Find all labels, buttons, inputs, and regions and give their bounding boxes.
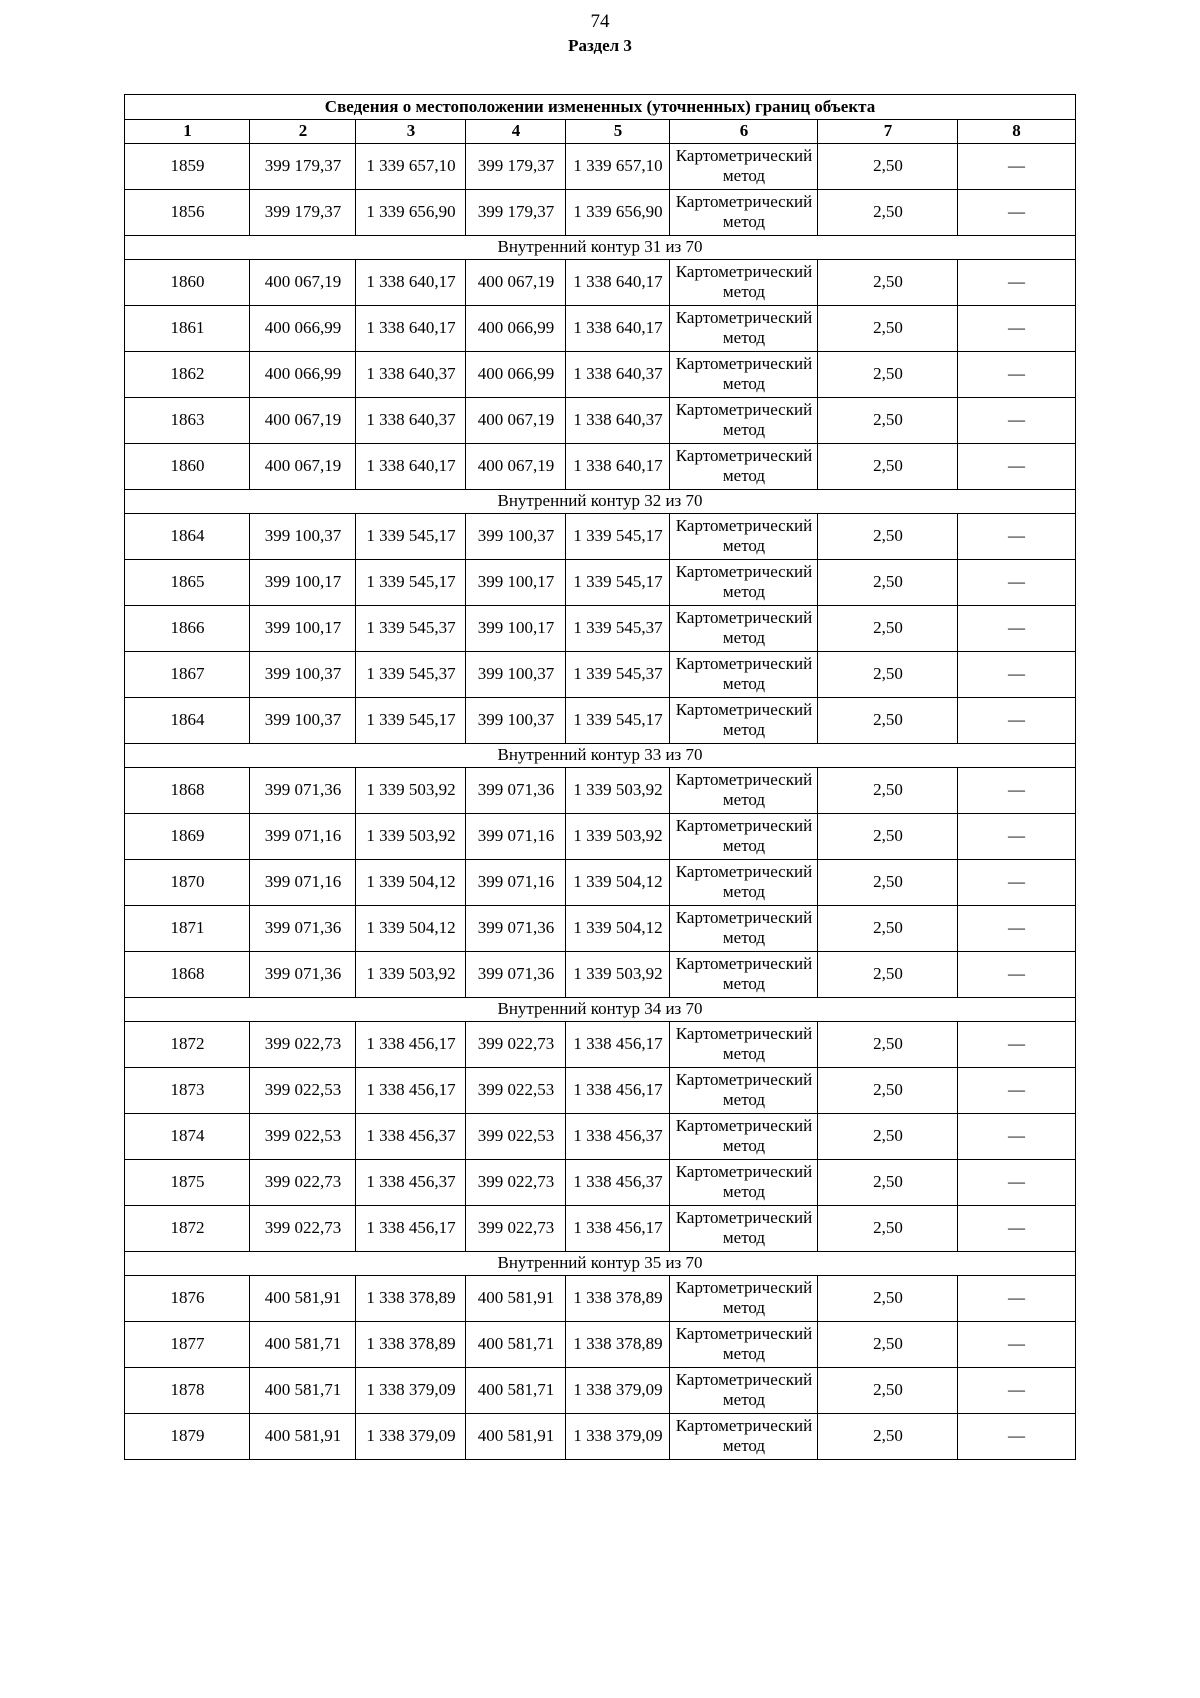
clarified-y-cell: 1 338 640,17 [566, 259, 670, 305]
note-cell: — [958, 259, 1075, 305]
existing-y-cell: 1 338 378,89 [356, 1321, 466, 1367]
contour-section-label: Внутренний контур 33 из 70 [125, 743, 1075, 767]
contour-section-label: Внутренний контур 31 из 70 [125, 235, 1075, 259]
clarified-y-cell: 1 338 456,37 [566, 1159, 670, 1205]
clarified-y-cell: 1 338 640,17 [566, 443, 670, 489]
column-numbers-row [125, 120, 1075, 143]
existing-x-cell: 400 067,19 [250, 259, 356, 305]
existing-x-cell: 400 581,71 [250, 1321, 356, 1367]
existing-y-cell: 1 339 503,92 [356, 951, 466, 997]
clarified-x-cell: 399 071,36 [466, 767, 566, 813]
note-cell: — [958, 1205, 1075, 1251]
clarified-y-cell: 1 339 545,37 [566, 605, 670, 651]
clarified-y-cell: 1 338 640,37 [566, 351, 670, 397]
existing-x-cell: 400 581,71 [250, 1367, 356, 1413]
existing-x-cell: 399 071,16 [250, 859, 356, 905]
note-cell: — [958, 813, 1075, 859]
clarified-x-cell: 399 022,53 [466, 1113, 566, 1159]
clarified-y-cell: 1 338 456,17 [566, 1205, 670, 1251]
existing-x-cell: 399 022,73 [250, 1205, 356, 1251]
clarified-x-cell: 400 067,19 [466, 259, 566, 305]
note-cell: — [958, 351, 1075, 397]
point-number-cell: 1863 [125, 397, 250, 443]
existing-y-cell: 1 339 657,10 [356, 143, 466, 189]
method-cell: Картометрический метод [670, 1021, 818, 1067]
clarified-y-cell: 1 339 656,90 [566, 189, 670, 235]
note-cell: — [958, 559, 1075, 605]
table-row [125, 1159, 1075, 1205]
clarified-x-cell: 399 100,17 [466, 605, 566, 651]
method-cell: Картометрический метод [670, 697, 818, 743]
method-cell: Картометрический метод [670, 1321, 818, 1367]
clarified-x-cell: 399 022,73 [466, 1205, 566, 1251]
clarified-y-cell: 1 338 378,89 [566, 1275, 670, 1321]
clarified-y-cell: 1 339 545,17 [566, 697, 670, 743]
table-row [125, 513, 1075, 559]
note-cell: — [958, 443, 1075, 489]
note-cell: — [958, 397, 1075, 443]
table-row [125, 1367, 1075, 1413]
precision-cell: 2,50 [818, 351, 958, 397]
point-number-cell: 1878 [125, 1367, 250, 1413]
note-cell: — [958, 951, 1075, 997]
table-row [125, 351, 1075, 397]
method-cell: Картометрический метод [670, 1067, 818, 1113]
clarified-x-cell: 400 066,99 [466, 305, 566, 351]
clarified-x-cell: 399 071,36 [466, 951, 566, 997]
existing-y-cell: 1 338 379,09 [356, 1367, 466, 1413]
existing-y-cell: 1 339 545,17 [356, 697, 466, 743]
precision-cell: 2,50 [818, 859, 958, 905]
clarified-x-cell: 399 100,37 [466, 697, 566, 743]
table-row [125, 651, 1075, 697]
clarified-y-cell: 1 338 456,37 [566, 1113, 670, 1159]
contour-section-row [125, 743, 1075, 767]
note-cell: — [958, 651, 1075, 697]
clarified-y-cell: 1 338 379,09 [566, 1413, 670, 1459]
method-cell: Картометрический метод [670, 813, 818, 859]
point-number-cell: 1870 [125, 859, 250, 905]
clarified-y-cell: 1 339 504,12 [566, 859, 670, 905]
method-cell: Картометрический метод [670, 189, 818, 235]
column-number-8: 8 [958, 120, 1075, 143]
method-cell: Картометрический метод [670, 1275, 818, 1321]
existing-y-cell: 1 338 640,37 [356, 397, 466, 443]
note-cell: — [958, 767, 1075, 813]
changed-boundaries-table [124, 94, 1075, 1459]
existing-y-cell: 1 339 545,17 [356, 559, 466, 605]
existing-y-cell: 1 339 503,92 [356, 767, 466, 813]
table-row [125, 259, 1075, 305]
column-number-7: 7 [818, 120, 958, 143]
existing-y-cell: 1 338 456,37 [356, 1159, 466, 1205]
contour-section-row [125, 997, 1075, 1021]
clarified-x-cell: 399 022,53 [466, 1067, 566, 1113]
existing-x-cell: 399 179,37 [250, 189, 356, 235]
existing-y-cell: 1 339 504,12 [356, 905, 466, 951]
note-cell: — [958, 513, 1075, 559]
clarified-x-cell: 399 071,36 [466, 905, 566, 951]
clarified-x-cell: 400 067,19 [466, 397, 566, 443]
note-cell: — [958, 905, 1075, 951]
note-cell: — [958, 859, 1075, 905]
clarified-x-cell: 399 022,73 [466, 1021, 566, 1067]
precision-cell: 2,50 [818, 443, 958, 489]
existing-x-cell: 400 066,99 [250, 305, 356, 351]
column-number-6: 6 [670, 120, 818, 143]
clarified-y-cell: 1 339 545,17 [566, 513, 670, 559]
method-cell: Картометрический метод [670, 1113, 818, 1159]
existing-y-cell: 1 338 378,89 [356, 1275, 466, 1321]
existing-x-cell: 399 022,53 [250, 1113, 356, 1159]
clarified-x-cell: 400 581,71 [466, 1321, 566, 1367]
clarified-y-cell: 1 338 456,17 [566, 1067, 670, 1113]
contour-section-label: Внутренний контур 35 из 70 [125, 1251, 1075, 1275]
existing-y-cell: 1 338 640,17 [356, 305, 466, 351]
precision-cell: 2,50 [818, 1021, 958, 1067]
method-cell: Картометрический метод [670, 1159, 818, 1205]
clarified-x-cell: 399 179,37 [466, 143, 566, 189]
note-cell: — [958, 1275, 1075, 1321]
existing-y-cell: 1 338 640,37 [356, 351, 466, 397]
precision-cell: 2,50 [818, 905, 958, 951]
note-cell: — [958, 1413, 1075, 1459]
clarified-y-cell: 1 339 503,92 [566, 767, 670, 813]
point-number-cell: 1873 [125, 1067, 250, 1113]
existing-x-cell: 399 100,17 [250, 559, 356, 605]
clarified-x-cell: 400 581,91 [466, 1275, 566, 1321]
existing-y-cell: 1 339 656,90 [356, 189, 466, 235]
clarified-y-cell: 1 338 379,09 [566, 1367, 670, 1413]
table-row [125, 443, 1075, 489]
table-row [125, 559, 1075, 605]
point-number-cell: 1875 [125, 1159, 250, 1205]
clarified-y-cell: 1 338 456,17 [566, 1021, 670, 1067]
point-number-cell: 1868 [125, 767, 250, 813]
method-cell: Картометрический метод [670, 1413, 818, 1459]
table-row [125, 1205, 1075, 1251]
table-row [125, 189, 1075, 235]
point-number-cell: 1872 [125, 1021, 250, 1067]
method-cell: Картометрический метод [670, 259, 818, 305]
table-row [125, 1067, 1075, 1113]
clarified-y-cell: 1 339 545,37 [566, 651, 670, 697]
table-row [125, 813, 1075, 859]
contour-section-label: Внутренний контур 32 из 70 [125, 489, 1075, 513]
precision-cell: 2,50 [818, 1413, 958, 1459]
method-cell: Картометрический метод [670, 443, 818, 489]
precision-cell: 2,50 [818, 513, 958, 559]
clarified-x-cell: 399 022,73 [466, 1159, 566, 1205]
precision-cell: 2,50 [818, 189, 958, 235]
precision-cell: 2,50 [818, 1367, 958, 1413]
existing-x-cell: 399 100,37 [250, 651, 356, 697]
method-cell: Картометрический метод [670, 143, 818, 189]
clarified-y-cell: 1 339 503,92 [566, 951, 670, 997]
contour-section-row [125, 235, 1075, 259]
method-cell: Картометрический метод [670, 605, 818, 651]
existing-x-cell: 399 071,36 [250, 905, 356, 951]
precision-cell: 2,50 [818, 1113, 958, 1159]
method-cell: Картометрический метод [670, 513, 818, 559]
clarified-y-cell: 1 339 503,92 [566, 813, 670, 859]
existing-y-cell: 1 338 456,37 [356, 1113, 466, 1159]
clarified-x-cell: 399 071,16 [466, 859, 566, 905]
column-number-3: 3 [356, 120, 466, 143]
point-number-cell: 1860 [125, 259, 250, 305]
point-number-cell: 1856 [125, 189, 250, 235]
existing-x-cell: 399 100,17 [250, 605, 356, 651]
contour-section-label: Внутренний контур 34 из 70 [125, 997, 1075, 1021]
existing-y-cell: 1 339 503,92 [356, 813, 466, 859]
note-cell: — [958, 305, 1075, 351]
clarified-y-cell: 1 339 504,12 [566, 905, 670, 951]
existing-x-cell: 399 022,53 [250, 1067, 356, 1113]
point-number-cell: 1867 [125, 651, 250, 697]
point-number-cell: 1865 [125, 559, 250, 605]
clarified-y-cell: 1 338 640,17 [566, 305, 670, 351]
existing-x-cell: 399 071,16 [250, 813, 356, 859]
precision-cell: 2,50 [818, 605, 958, 651]
clarified-x-cell: 399 100,37 [466, 513, 566, 559]
point-number-cell: 1869 [125, 813, 250, 859]
note-cell: — [958, 697, 1075, 743]
point-number-cell: 1864 [125, 513, 250, 559]
method-cell: Картометрический метод [670, 951, 818, 997]
section-heading: Раздел 3 [568, 35, 632, 55]
point-number-cell: 1879 [125, 1413, 250, 1459]
contour-section-row [125, 489, 1075, 513]
method-cell: Картометрический метод [670, 651, 818, 697]
note-cell: — [958, 1159, 1075, 1205]
existing-y-cell: 1 338 456,17 [356, 1067, 466, 1113]
column-number-2: 2 [250, 120, 356, 143]
point-number-cell: 1866 [125, 605, 250, 651]
existing-x-cell: 399 022,73 [250, 1021, 356, 1067]
note-cell: — [958, 1113, 1075, 1159]
existing-y-cell: 1 338 456,17 [356, 1205, 466, 1251]
precision-cell: 2,50 [818, 143, 958, 189]
table-row [125, 397, 1075, 443]
point-number-cell: 1860 [125, 443, 250, 489]
existing-x-cell: 400 581,91 [250, 1413, 356, 1459]
table-title-row [125, 95, 1075, 120]
precision-cell: 2,50 [818, 305, 958, 351]
point-number-cell: 1862 [125, 351, 250, 397]
point-number-cell: 1874 [125, 1113, 250, 1159]
existing-x-cell: 400 067,19 [250, 397, 356, 443]
precision-cell: 2,50 [818, 1275, 958, 1321]
table-row [125, 1413, 1075, 1459]
existing-x-cell: 399 071,36 [250, 767, 356, 813]
precision-cell: 2,50 [818, 767, 958, 813]
table-row [125, 1321, 1075, 1367]
existing-y-cell: 1 339 545,37 [356, 605, 466, 651]
table-row [125, 305, 1075, 351]
column-number-5: 5 [566, 120, 670, 143]
existing-y-cell: 1 339 504,12 [356, 859, 466, 905]
note-cell: — [958, 143, 1075, 189]
method-cell: Картометрический метод [670, 397, 818, 443]
clarified-y-cell: 1 338 640,37 [566, 397, 670, 443]
point-number-cell: 1868 [125, 951, 250, 997]
method-cell: Картометрический метод [670, 767, 818, 813]
clarified-x-cell: 399 179,37 [466, 189, 566, 235]
method-cell: Картометрический метод [670, 1367, 818, 1413]
existing-y-cell: 1 338 456,17 [356, 1021, 466, 1067]
existing-y-cell: 1 339 545,17 [356, 513, 466, 559]
precision-cell: 2,50 [818, 259, 958, 305]
table-row [125, 1113, 1075, 1159]
precision-cell: 2,50 [818, 1321, 958, 1367]
table-row [125, 951, 1075, 997]
clarified-x-cell: 400 581,71 [466, 1367, 566, 1413]
page-number: 74 [590, 11, 610, 32]
existing-x-cell: 400 067,19 [250, 443, 356, 489]
clarified-x-cell: 399 071,16 [466, 813, 566, 859]
method-cell: Картометрический метод [670, 1205, 818, 1251]
existing-y-cell: 1 338 640,17 [356, 443, 466, 489]
existing-x-cell: 399 179,37 [250, 143, 356, 189]
point-number-cell: 1871 [125, 905, 250, 951]
clarified-y-cell: 1 339 657,10 [566, 143, 670, 189]
precision-cell: 2,50 [818, 813, 958, 859]
method-cell: Картометрический метод [670, 859, 818, 905]
existing-x-cell: 399 100,37 [250, 513, 356, 559]
table-row [125, 1021, 1075, 1067]
point-number-cell: 1872 [125, 1205, 250, 1251]
method-cell: Картометрический метод [670, 305, 818, 351]
point-number-cell: 1864 [125, 697, 250, 743]
table-row [125, 697, 1075, 743]
note-cell: — [958, 189, 1075, 235]
existing-x-cell: 399 071,36 [250, 951, 356, 997]
precision-cell: 2,50 [818, 1205, 958, 1251]
note-cell: — [958, 1067, 1075, 1113]
existing-x-cell: 400 581,91 [250, 1275, 356, 1321]
existing-x-cell: 399 022,73 [250, 1159, 356, 1205]
table-row [125, 767, 1075, 813]
clarified-y-cell: 1 338 378,89 [566, 1321, 670, 1367]
method-cell: Картометрический метод [670, 351, 818, 397]
precision-cell: 2,50 [818, 651, 958, 697]
clarified-x-cell: 399 100,37 [466, 651, 566, 697]
precision-cell: 2,50 [818, 697, 958, 743]
note-cell: — [958, 605, 1075, 651]
clarified-x-cell: 399 100,17 [466, 559, 566, 605]
note-cell: — [958, 1367, 1075, 1413]
point-number-cell: 1877 [125, 1321, 250, 1367]
clarified-y-cell: 1 339 545,17 [566, 559, 670, 605]
table-title: Сведения о местоположении измененных (уточненных) границ объекта [125, 95, 1075, 120]
existing-x-cell: 400 066,99 [250, 351, 356, 397]
method-cell: Картометрический метод [670, 559, 818, 605]
note-cell: — [958, 1321, 1075, 1367]
table-row [125, 859, 1075, 905]
table-row [125, 143, 1075, 189]
contour-section-row [125, 1251, 1075, 1275]
existing-y-cell: 1 338 379,09 [356, 1413, 466, 1459]
column-number-1: 1 [125, 120, 250, 143]
existing-x-cell: 399 100,37 [250, 697, 356, 743]
method-cell: Картометрический метод [670, 905, 818, 951]
precision-cell: 2,50 [818, 1159, 958, 1205]
table-row [125, 905, 1075, 951]
column-number-4: 4 [466, 120, 566, 143]
precision-cell: 2,50 [818, 397, 958, 443]
existing-y-cell: 1 339 545,37 [356, 651, 466, 697]
table-row [125, 1275, 1075, 1321]
table-row [125, 605, 1075, 651]
existing-y-cell: 1 338 640,17 [356, 259, 466, 305]
clarified-x-cell: 400 066,99 [466, 351, 566, 397]
precision-cell: 2,50 [818, 951, 958, 997]
precision-cell: 2,50 [818, 559, 958, 605]
note-cell: — [958, 1021, 1075, 1067]
clarified-x-cell: 400 067,19 [466, 443, 566, 489]
point-number-cell: 1876 [125, 1275, 250, 1321]
precision-cell: 2,50 [818, 1067, 958, 1113]
point-number-cell: 1859 [125, 143, 250, 189]
point-number-cell: 1861 [125, 305, 250, 351]
clarified-x-cell: 400 581,91 [466, 1413, 566, 1459]
